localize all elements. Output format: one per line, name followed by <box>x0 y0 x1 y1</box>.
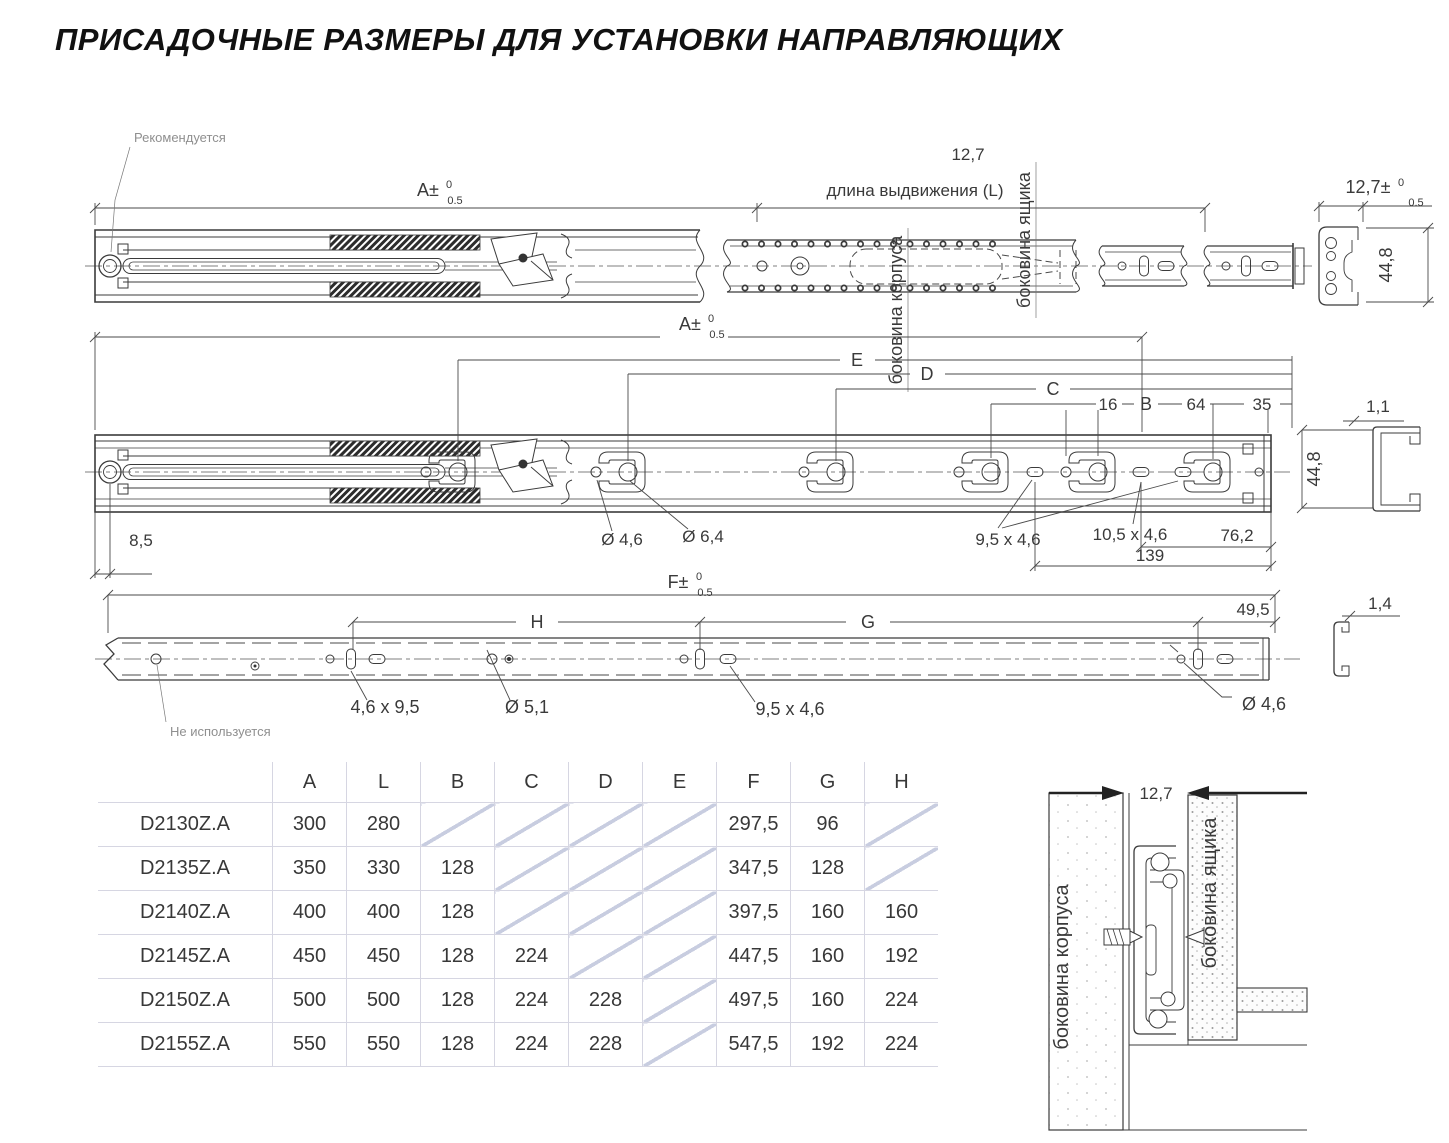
end-width-label: 12,7± <box>1345 177 1391 197</box>
dim-d: D <box>920 364 934 384</box>
header-f: F <box>717 762 791 803</box>
value-cell <box>865 803 939 847</box>
value-cell: 224 <box>495 1023 569 1067</box>
dim-64: 64 <box>1186 395 1206 414</box>
value-cell: 128 <box>421 979 495 1023</box>
table-row <box>98 847 938 891</box>
value-cell: 400 <box>347 891 421 935</box>
value-cell: 128 <box>421 891 495 935</box>
cabinet-member-end-view <box>1297 397 1420 513</box>
drawer-member-end-view <box>1334 594 1400 676</box>
dim-a-tol: 0.5 <box>447 195 463 207</box>
dim-e: E <box>850 350 864 370</box>
header-e: E <box>643 762 717 803</box>
value-cell: 297,5 <box>717 803 791 847</box>
value-cell: 96 <box>791 803 865 847</box>
end-height-label: 44,8 <box>1376 247 1396 283</box>
dim-a-label: A± <box>417 180 439 200</box>
value-cell: 192 <box>791 1023 865 1067</box>
cabinet-member-drawing <box>85 313 1420 579</box>
cabinet-side-label: боковина корпуса <box>886 235 906 385</box>
mid-dim-a-tol: 0.5 <box>709 329 725 341</box>
hole-4-6-label: Ø 4,6 <box>601 530 643 549</box>
model-cell: D2140Z.A <box>98 891 273 935</box>
value-cell: 128 <box>421 1023 495 1067</box>
table-row <box>98 891 938 935</box>
value-cell <box>643 979 717 1023</box>
cross-dim-12-7: 12,7 <box>1139 784 1173 803</box>
value-cell: 500 <box>347 979 421 1023</box>
value-cell: 192 <box>865 935 939 979</box>
value-cell <box>569 891 643 935</box>
cross-section-diagram <box>1049 784 1307 1130</box>
dim-h: H <box>530 612 544 632</box>
model-cell: D2155Z.A <box>98 1023 273 1067</box>
value-cell: 300 <box>273 803 347 847</box>
table-row <box>98 803 938 847</box>
header-a: A <box>273 762 347 803</box>
dim-c: C <box>1046 379 1060 399</box>
value-cell: 550 <box>347 1023 421 1067</box>
cross-drawer-side-label: боковина ящика <box>1199 817 1221 969</box>
value-cell <box>865 847 939 891</box>
value-cell: 160 <box>791 979 865 1023</box>
not-used-label: Не используется <box>170 724 271 739</box>
slot-9-5-label: 9,5 x 4,6 <box>975 530 1041 549</box>
page-title: ПРИСАДОЧНЫЕ РАЗМЕРЫ ДЛЯ УСТАНОВКИ НАПРАВЛЯЮЩИХ <box>55 22 1063 57</box>
dim-a-sup: 0 <box>445 179 453 191</box>
table-header-row <box>98 762 938 803</box>
value-cell: 350 <box>273 847 347 891</box>
thickness-1-1: 1,1 <box>1366 397 1390 416</box>
dim-16: 16 <box>1098 395 1118 414</box>
dim-8-5: 8,5 <box>129 531 153 550</box>
drawer-side-label: боковина ящика <box>1014 172 1034 308</box>
slot-4-6x9-5-label: 4,6 x 9,5 <box>350 697 420 717</box>
value-cell: 280 <box>347 803 421 847</box>
value-cell: 160 <box>791 935 865 979</box>
value-cell <box>421 803 495 847</box>
dim-f-sup: 0 <box>695 571 703 583</box>
header-model <box>98 762 273 803</box>
value-cell <box>495 891 569 935</box>
value-cell <box>569 935 643 979</box>
value-cell <box>569 803 643 847</box>
dim-139: 139 <box>1135 546 1165 565</box>
value-cell: 497,5 <box>717 979 791 1023</box>
value-cell <box>569 847 643 891</box>
model-cell: D2145Z.A <box>98 935 273 979</box>
slot-9-5x4-6-label: 9,5 x 4,6 <box>755 699 825 719</box>
value-cell: 224 <box>865 979 939 1023</box>
table-row <box>98 979 938 1023</box>
mid-height-44-8: 44,8 <box>1304 451 1324 487</box>
model-cell: D2130Z.A <box>98 803 273 847</box>
top-view-drawing <box>85 130 1434 392</box>
value-cell <box>495 847 569 891</box>
value-cell: 128 <box>791 847 865 891</box>
dim-35: 35 <box>1252 395 1272 414</box>
value-cell: 500 <box>273 979 347 1023</box>
value-cell: 550 <box>273 1023 347 1067</box>
header-b: B <box>421 762 495 803</box>
value-cell: 450 <box>273 935 347 979</box>
mid-dim-a: A± <box>679 314 701 334</box>
value-cell: 347,5 <box>717 847 791 891</box>
value-cell: 400 <box>273 891 347 935</box>
model-cell: D2150Z.A <box>98 979 273 1023</box>
hole-4-6-drawer-label: Ø 4,6 <box>1241 694 1287 714</box>
value-cell: 228 <box>569 979 643 1023</box>
drawer-member-drawing <box>95 571 1400 739</box>
value-cell: 447,5 <box>717 935 791 979</box>
value-cell <box>643 891 717 935</box>
dim-49-5: 49,5 <box>1236 600 1270 619</box>
value-cell <box>643 847 717 891</box>
value-cell: 224 <box>865 1023 939 1067</box>
dimensions-table <box>98 762 938 1067</box>
extension-length-label: длина выдвижения (L) <box>826 181 1004 200</box>
dim-g: G <box>860 612 876 632</box>
hole-5-1-label: Ø 5,1 <box>504 697 550 717</box>
top-end-view <box>1314 177 1434 307</box>
dim-76-2: 76,2 <box>1220 526 1254 545</box>
cross-cabinet-side-label: боковина корпуса <box>1051 884 1073 1050</box>
value-cell: 160 <box>791 891 865 935</box>
slot-10-5-label: 10,5 x 4,6 <box>1092 525 1168 544</box>
value-cell <box>495 803 569 847</box>
model-cell: D2135Z.A <box>98 847 273 891</box>
header-d: D <box>569 762 643 803</box>
dim-f-tol: 0.5 <box>697 587 713 599</box>
value-cell: 450 <box>347 935 421 979</box>
value-cell: 224 <box>495 979 569 1023</box>
value-cell: 224 <box>495 935 569 979</box>
value-cell <box>643 803 717 847</box>
value-cell: 128 <box>421 935 495 979</box>
end-width-tol: 0.5 <box>1408 197 1424 209</box>
value-cell: 228 <box>569 1023 643 1067</box>
table-row <box>98 1023 938 1067</box>
value-cell <box>643 935 717 979</box>
value-cell: 128 <box>421 847 495 891</box>
dim-12-7-label: 12,7 <box>951 145 985 164</box>
value-cell: 397,5 <box>717 891 791 935</box>
value-cell: 330 <box>347 847 421 891</box>
thickness-1-4: 1,4 <box>1368 594 1392 613</box>
dim-b: B <box>1139 394 1153 414</box>
end-width-sup: 0 <box>1397 177 1405 189</box>
recommended-label: Рекомендуется <box>134 130 226 145</box>
header-c: C <box>495 762 569 803</box>
value-cell: 160 <box>865 891 939 935</box>
value-cell: 547,5 <box>717 1023 791 1067</box>
mid-dim-a-sup: 0 <box>707 313 715 325</box>
header-h: H <box>865 762 939 803</box>
hole-6-4-label: Ø 6,4 <box>682 527 724 546</box>
table-row <box>98 935 938 979</box>
dim-f: F± <box>667 572 689 592</box>
value-cell <box>643 1023 717 1067</box>
header-l: L <box>347 762 421 803</box>
header-g: G <box>791 762 865 803</box>
